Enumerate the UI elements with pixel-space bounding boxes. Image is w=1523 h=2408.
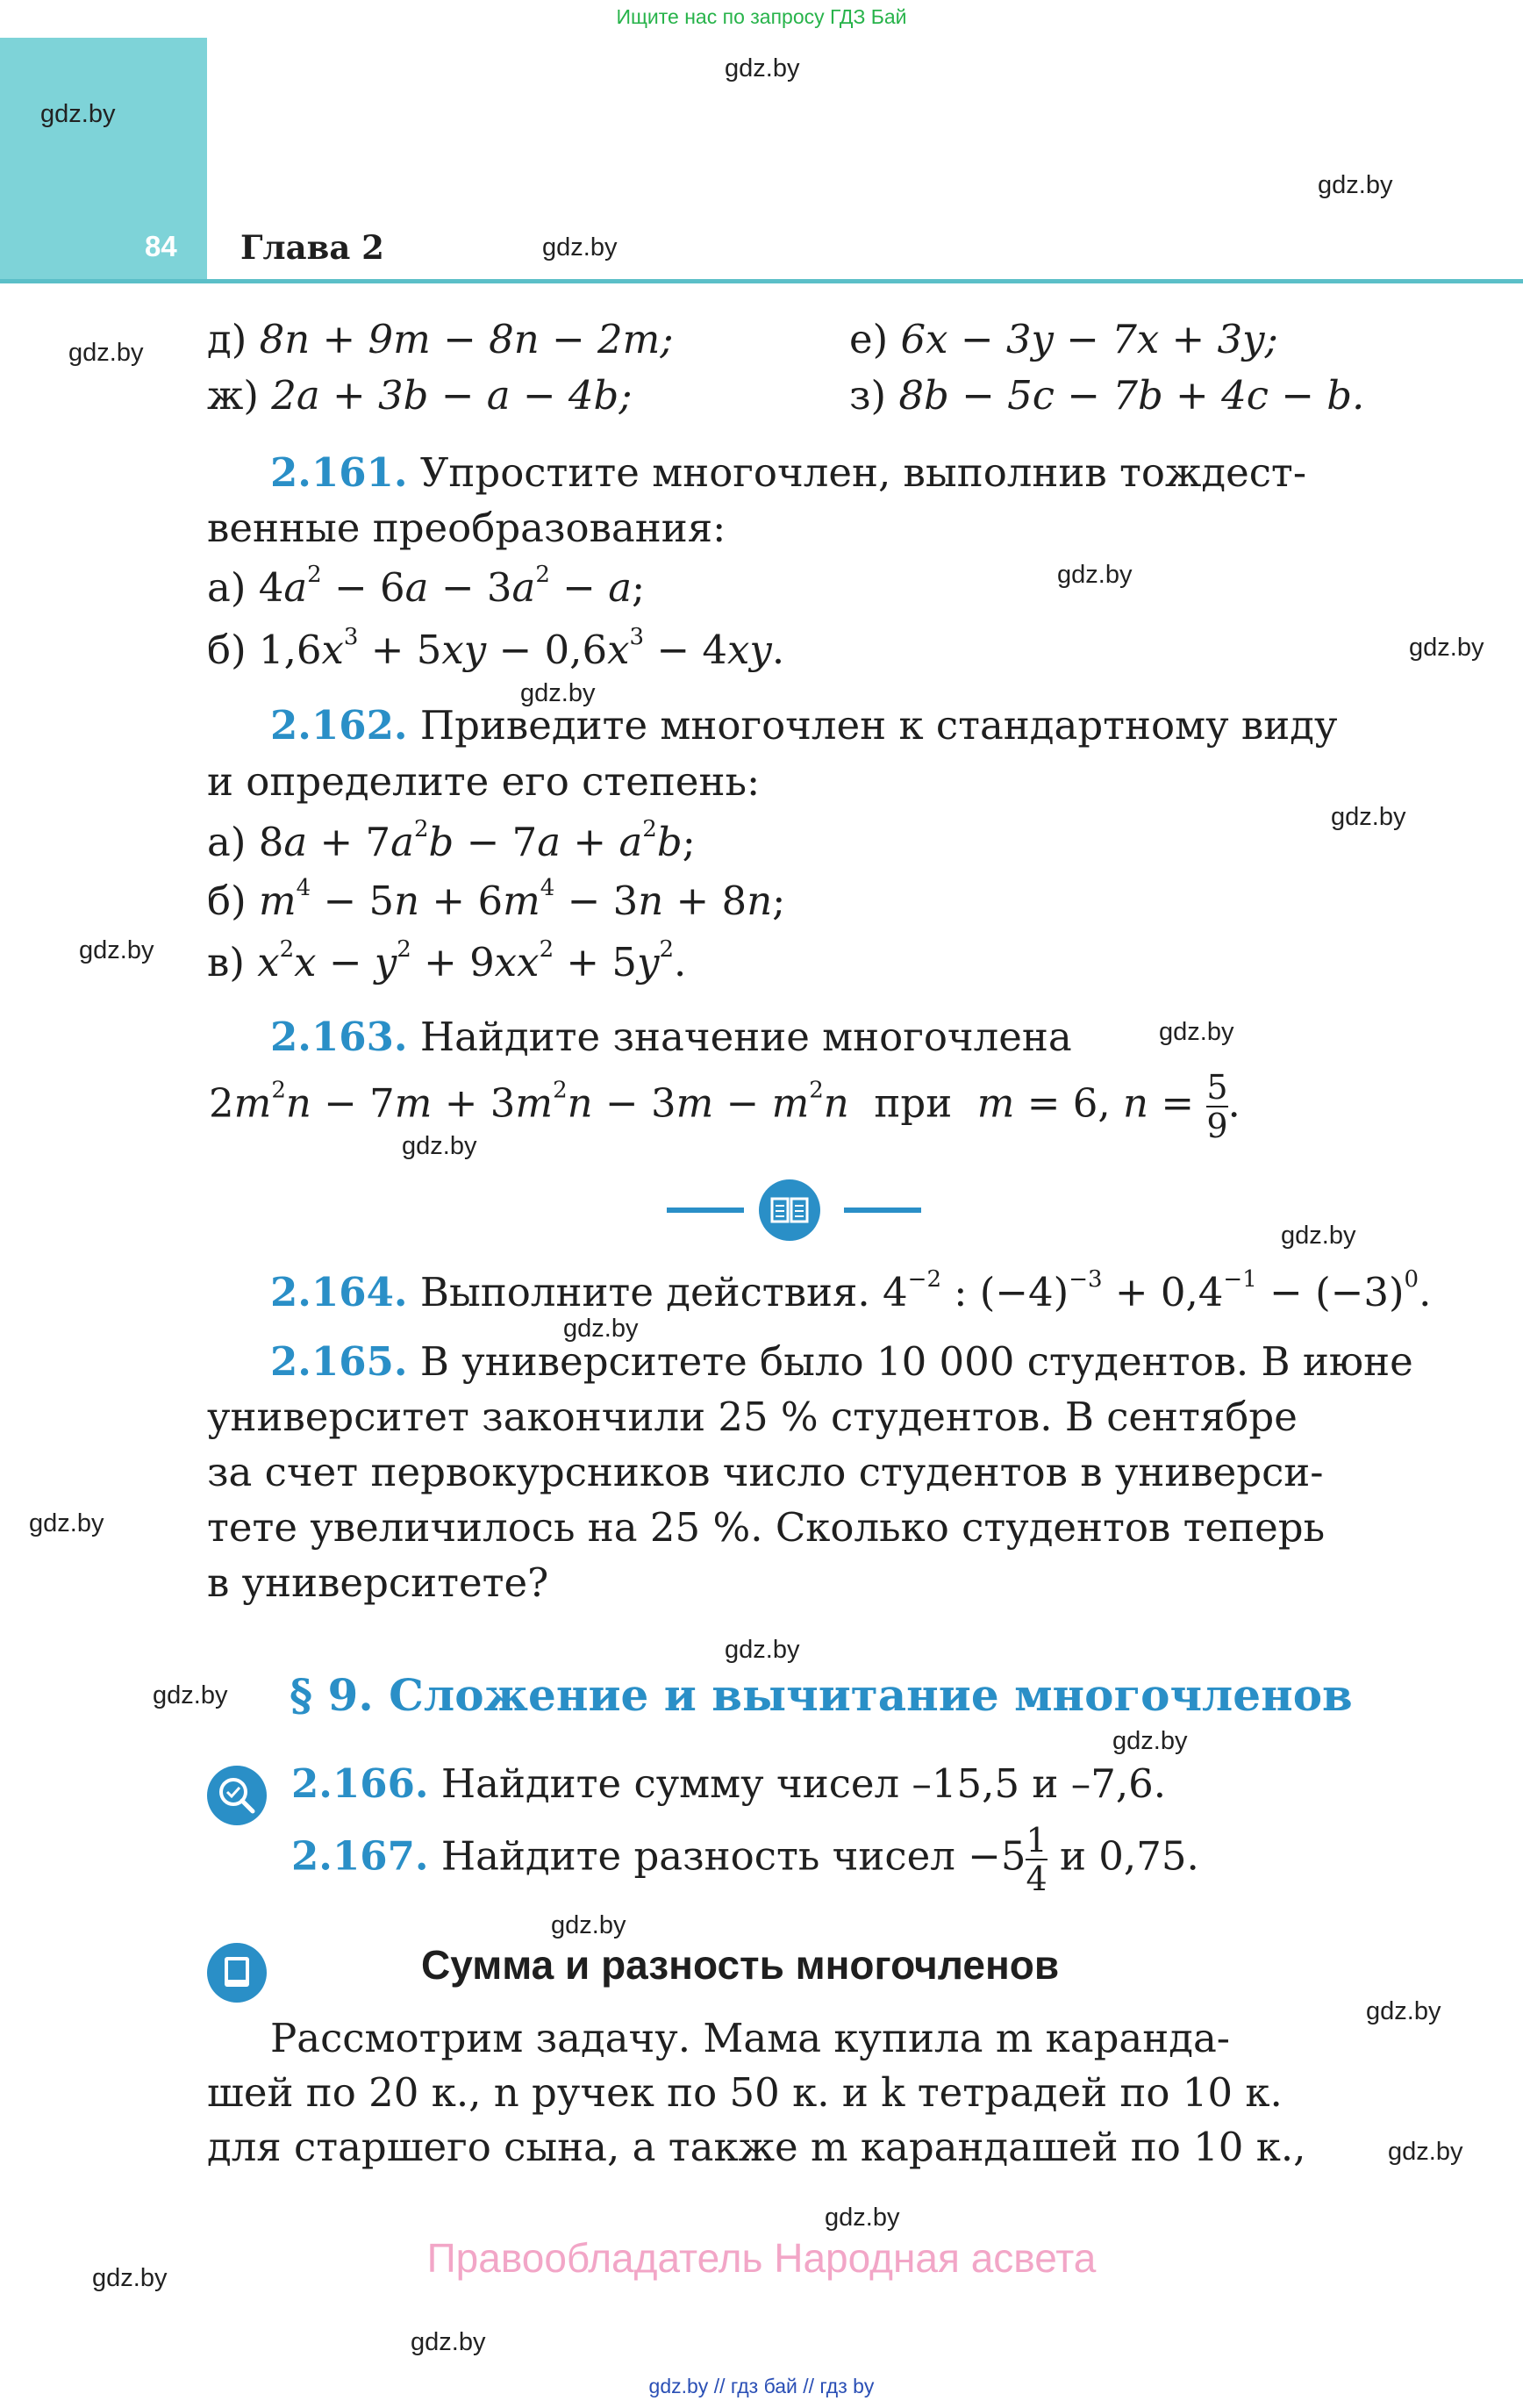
watermark: gdz.by — [29, 1509, 104, 1537]
watermark: gdz.by — [1318, 171, 1393, 199]
book-icon — [207, 1943, 267, 2003]
fraction-1-4: $\frac{1}{4}$ — [1026, 1821, 1048, 1898]
open-book-icon — [759, 1179, 820, 1241]
watermark: gdz.by — [1112, 1727, 1188, 1755]
watermark: gdz.by — [153, 1681, 228, 1709]
fraction-5-9: $\frac{5}{9}$ — [1206, 1068, 1228, 1145]
problem-2-161-b: б) $1,6x^3 + 5xy - 0,6x^3 - 4xy$. — [207, 624, 785, 673]
watermark: gdz.by — [1388, 2138, 1463, 2166]
problem-2-162-v: в) $x^2x - y^2 + 9xx^2 + 5y^2$. — [207, 936, 687, 985]
exercise-e: е) 6x − 3y − 7x + 3y; — [849, 316, 1278, 362]
problem-2-161-a: а) $4a^2 - 6a - 3a^2 - a$; — [207, 562, 646, 611]
problem-2-165-line5: в университете? — [207, 1559, 549, 1606]
watermark: gdz.by — [542, 233, 618, 262]
problem-2-164: 2.164. Выполните действия. $4^{-2}$ : $(-4)^{-3} + 0,4^{-1} - (-3)^0$. — [270, 1266, 1432, 1315]
watermark: gdz.by — [725, 54, 800, 82]
footer-links[interactable]: gdz.by // гдз бай // гдз by — [648, 2375, 875, 2397]
body-line-1: Рассмотрим задачу. Мама купила m каранда- — [270, 2015, 1230, 2061]
watermark: gdz.by — [563, 1315, 639, 1343]
exercise-e-expr: 6x − 3y − 7x + 3y; — [900, 316, 1278, 362]
exercise-d: д) 8n + 9m − 8n − 2m; — [207, 316, 674, 362]
watermark: gdz.by — [79, 936, 154, 964]
watermark: gdz.by — [1366, 1997, 1441, 2025]
watermark: gdz.by — [1409, 634, 1484, 662]
subsection-title: Сумма и разность многочленов — [421, 1942, 1060, 1988]
watermark: gdz.by — [1281, 1222, 1356, 1250]
watermark: gdz.by — [68, 339, 144, 367]
problem-2-162: 2.162. Приведите многочлен к стандартному виду — [270, 702, 1338, 749]
problem-number: 2.165. — [270, 1338, 408, 1385]
problem-2-165-line2: университет закончили 25 % студентов. В сентябре — [207, 1394, 1298, 1440]
problem-2-163: 2.163. Найдите значение многочлена — [270, 1014, 1072, 1060]
problem-2-165: 2.165. В университете было 10 000 студентов. В июне — [270, 1338, 1413, 1385]
problem-2-162-a: а) $8a + 7a^2b - 7a + a^2b$; — [207, 816, 696, 865]
watermark: gdz.by — [825, 2204, 900, 2232]
magnifier-check-icon — [207, 1766, 267, 1825]
top-banner: Ищите нас по запросу ГДЗ Бай — [616, 5, 907, 28]
divider-right — [844, 1208, 921, 1213]
exercise-z-expr: 8b − 5c − 7b + 4c − b. — [898, 372, 1365, 419]
problem-number: 2.163. — [270, 1014, 408, 1060]
divider-left — [667, 1208, 744, 1213]
watermark: gdz.by — [1331, 803, 1406, 831]
problem-2-165-line4: тете увеличилось на 25 %. Сколько студентов теперь — [207, 1504, 1326, 1551]
problem-number: 2.161. — [270, 449, 408, 496]
watermark: gdz.by — [520, 679, 596, 707]
problem-2-165-line3: за счет первокурсников число студентов в универси- — [207, 1449, 1324, 1495]
watermark: gdz.by — [1159, 1018, 1234, 1046]
watermark: gdz.by — [551, 1911, 626, 1939]
problem-number: 2.166. — [291, 1760, 429, 1807]
problem-2-163-expr: $2m^2n - 7m + 3m^2n - 3m - m^2n$ при m = 6, n = $\frac{5}{9}$ . — [209, 1068, 1241, 1145]
exercise-z: з) 8b − 5c − 7b + 4c − b. — [849, 372, 1365, 419]
watermark: gdz.by — [402, 1132, 477, 1160]
section-title: § 9. Сложение и вычитание многочленов — [290, 1669, 1353, 1721]
exercise-zh-expr: 2a + 3b − a − 4b; — [271, 372, 633, 419]
exercise-zh: ж) 2a + 3b − a − 4b; — [207, 372, 633, 419]
page-number: 84 — [145, 230, 177, 262]
problem-2-161: 2.161. Упростите многочлен, выполнив тождест- — [270, 449, 1307, 496]
problem-2-167: 2.167. Найдите разность чисел −5 $\frac{1}{4}$ и 0,75. — [291, 1821, 1199, 1898]
chapter-title: Глава 2 — [240, 228, 384, 267]
watermark: gdz.by — [1057, 561, 1133, 589]
watermark: gdz.by — [40, 100, 116, 128]
body-line-2: шей по 20 к., n ручек по 50 к. и k тетрадей по 10 к. — [207, 2069, 1283, 2116]
watermark: gdz.by — [92, 2264, 168, 2292]
problem-2-162-b: б) $m^4 - 5n + 6m^4 - 3n + 8n$; — [207, 875, 786, 924]
problem-number: 2.167. — [291, 1832, 429, 1880]
header-rule — [0, 279, 1523, 283]
problem-number: 2.162. — [270, 702, 408, 749]
problem-number: 2.164. — [270, 1269, 408, 1315]
exercise-d-expr: 8n + 9m − 8n − 2m; — [259, 316, 674, 362]
copyright-notice: Правообладатель Народная асвета — [426, 2235, 1097, 2281]
problem-2-162-line2: и определите его степень: — [207, 758, 761, 805]
watermark: gdz.by — [411, 2328, 486, 2356]
watermark: gdz.by — [725, 1636, 800, 1664]
problem-2-166: 2.166. Найдите сумму чисел –15,5 и –7,6. — [291, 1760, 1167, 1807]
body-line-3: для старшего сына, а также m карандашей по 10 к., — [207, 2124, 1306, 2170]
problem-2-161-line2: венные преобразования: — [207, 505, 726, 551]
